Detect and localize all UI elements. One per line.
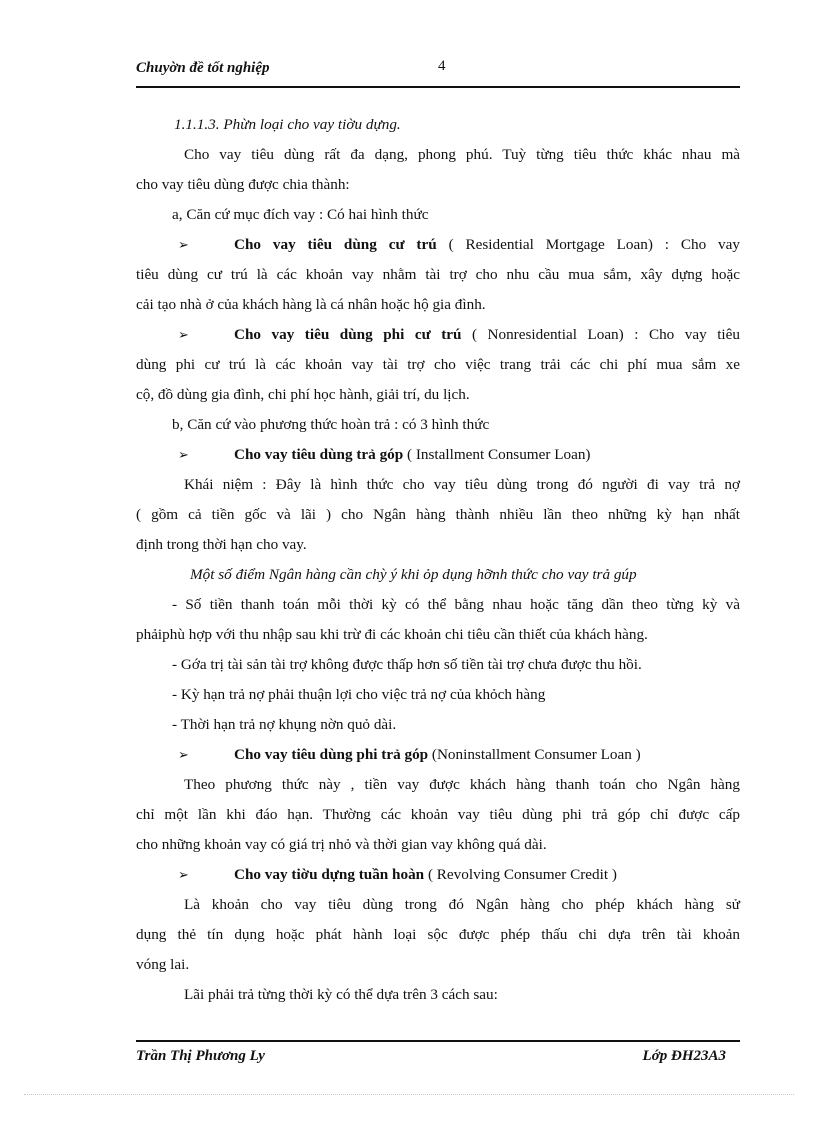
paragraph-line: tiêu dùng cư trú là các khoản vay nhằm tài trợ cho nhu cầu mua sắm, xây dựng hoặc: [136, 266, 740, 283]
paragraph-line: cho vay tiêu dùng được chia thành:: [136, 176, 350, 193]
paragraph-line: định trong thời hạn cho vay.: [136, 536, 307, 553]
page-footer: [136, 1040, 740, 1064]
page-number: 4: [438, 58, 446, 74]
paragraph-line: Khái niệm : Đây là hình thức cho vay tiêu dùng trong đó người đi vay trả nợ: [184, 476, 740, 493]
bullet-heading: Cho vay tiêu dùng trả góp: [234, 446, 404, 463]
bullet-text: [234, 230, 740, 260]
section-title: 1.1.1.3. Phừn loại cho vay tiờu dựng.: [174, 116, 401, 133]
criterion-b: b, Căn cứ vào phương thức hoàn trả : có 3 hình thức: [172, 416, 490, 433]
bullet-residential: [136, 230, 740, 260]
bullet-heading: Cho vay tiêu dùng phi trả góp: [234, 746, 429, 763]
footer-class: Lớp ĐH23A3: [642, 1048, 726, 1064]
note-line: - Thời hạn trả nợ khụng nờn quỏ dài.: [172, 716, 397, 733]
footer-author: Trần Thị Phương Ly: [136, 1048, 265, 1064]
note-line: - Số tiền thanh toán mỗi thời kỳ có thể bằng nhau hoặc tăng dần theo từng kỳ và: [172, 596, 740, 613]
paragraph-line: dụng thẻ tín dụng hoặc phát hành loại sộc được phép thấu chi dựa trên tài khoản: [136, 926, 740, 943]
arrow-bullet-icon: ➢: [178, 747, 189, 762]
note-line: - Gớa trị tài sản tài trợ không được thấp hơn số tiền tài trợ chưa được thu hồi.: [172, 656, 642, 673]
bullet-text: [234, 860, 617, 890]
arrow-bullet-icon: ➢: [178, 237, 189, 252]
bullet-nonresidential: [136, 320, 740, 350]
bullet-rest: ( Nonresidential Loan) : Cho vay tiêu: [461, 326, 740, 343]
bullet-revolving: [136, 860, 740, 890]
paragraph-line: Cho vay tiêu dùng rất đa dạng, phong phú. Tuỳ từng tiêu thức khác nhau mà: [184, 146, 740, 163]
bullet-rest: ( Residential Mortgage Loan) : Cho vay: [436, 236, 740, 253]
arrow-bullet-icon: ➢: [178, 327, 189, 342]
bullet-heading: Cho vay tiêu dùng cư trú: [234, 236, 437, 253]
paragraph-line: chỉ một lần khi đáo hạn. Thường các khoản vay tiêu dùng phi trả góp chỉ được cấp: [136, 806, 740, 823]
paragraph-line: Lãi phải trả từng thời kỳ có thể dựa trên 3 cách sau:: [184, 986, 498, 1003]
paragraph-line: cải tạo nhà ở của khách hàng là cá nhân hoặc hộ gia đình.: [136, 296, 486, 313]
paragraph-line: cho những khoản vay có giá trị nhỏ và thời gian vay không quá dài.: [136, 836, 547, 853]
header-title: Chuyờn đề tốt nghiệp: [136, 60, 270, 76]
document-body: [136, 110, 740, 1010]
paragraph-line: ( gồm cả tiền gốc và lãi ) cho Ngân hàng thành nhiều lần theo những kỳ hạn nhất: [136, 506, 740, 523]
page-bottom-divider: [24, 1094, 794, 1095]
bullet-text: [234, 440, 590, 470]
note-line: phảiphù hợp với thu nhập sau khi trừ đi các khoản chi tiêu cần thiết của khách hàng.: [136, 626, 648, 643]
paragraph-line: dùng phi cư trú là các khoản vay tài trợ cho việc trang trải các chi phí mua sắm xe: [136, 356, 740, 373]
bullet-noninstallment: [136, 740, 740, 770]
note-line: - Kỳ hạn trả nợ phải thuận lợi cho việc trả nợ của khỏch hàng: [172, 686, 546, 703]
arrow-bullet-icon: ➢: [178, 447, 189, 462]
bullet-heading: Cho vay tiêu dùng phi cư trú: [234, 326, 462, 343]
bullet-installment: [136, 440, 740, 470]
bullet-text: [234, 740, 641, 770]
bullet-rest: (Noninstallment Consumer Loan ): [428, 746, 641, 763]
bullet-heading: Cho vay tiờu dựng tuần hoàn: [234, 866, 425, 883]
page-header: [136, 56, 740, 88]
paragraph-line: cộ, đồ dùng gia đình, chi phí học hành, giải trí, du lịch.: [136, 386, 470, 403]
bullet-text: [234, 320, 740, 350]
criterion-a: a, Căn cứ mục đích vay : Có hai hình thức: [172, 206, 429, 223]
bullet-rest: ( Installment Consumer Loan): [403, 446, 591, 463]
paragraph-line: Theo phương thức này , tiền vay được khách hàng thanh toán cho Ngân hàng: [184, 776, 740, 793]
paragraph-line: Là khoản cho vay tiêu dùng trong đó Ngân hàng cho phép khách hàng sử: [184, 896, 740, 913]
note-title: Một số điểm Ngân hàng cần chỳ ý khi ỏp dụng hỡnh thức cho vay trả gúp: [190, 566, 637, 583]
arrow-bullet-icon: ➢: [178, 867, 189, 882]
paragraph-line: vóng lai.: [136, 956, 190, 973]
bullet-rest: ( Revolving Consumer Credit ): [424, 866, 617, 883]
